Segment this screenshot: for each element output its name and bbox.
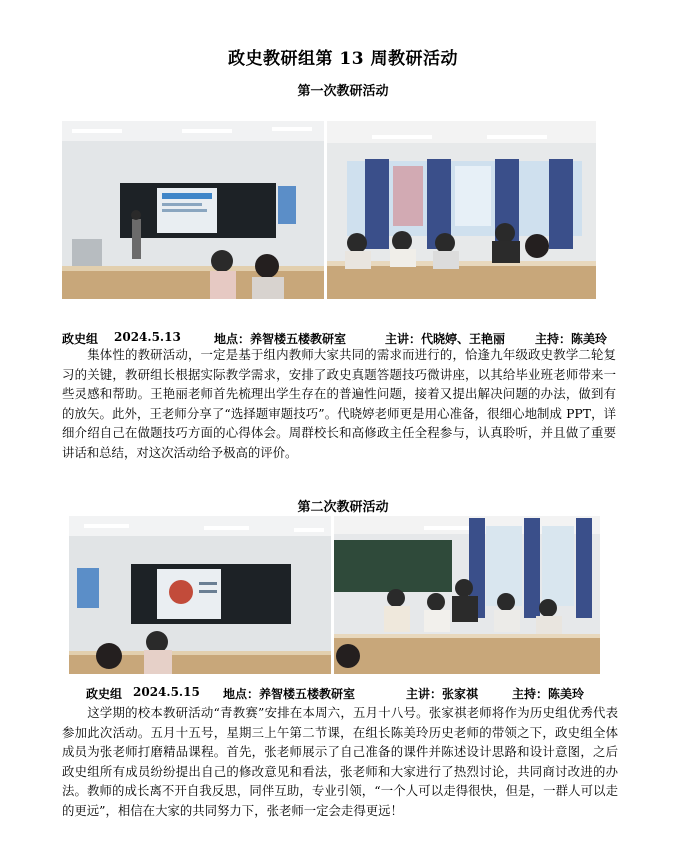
section-1-photo-left: [62, 121, 324, 299]
section-1-date: 2024.5.13: [114, 330, 181, 344]
section-1-group: 政史组: [62, 332, 99, 346]
section-1-location: 地点：养智楼五楼教研室: [214, 332, 347, 346]
page-title: 政史教研组第 13 周教研活动: [228, 49, 458, 69]
section-1-speaker: 主讲：代晓婷、王艳丽: [385, 332, 506, 346]
section-1-paragraph-text: 集体性的教研活动，一定是基于组内教师大家共同的需求而进行的，恰逢九年级政史教学二轮复习的关键，教研组长根据实际教学需求，安排了政史真题答题技巧微讲座，以其给毕业班老师带来一些灵感和帮助。王艳丽老师首先梳理出学生存在的普遍性问题，接着又提出解决问题的办法，做到有的放矢。此外，王老师分享了“选择题审题技巧”。代晓婷老师更是用心准备，很细心地制成 PPT，详细介绍自己在做题技巧方面的心得体会。周群校长和高修政主任全程参与，认真聆听，并且做了重要讲话和总结，对这次活动给予极高的评价。: [62, 347, 616, 460]
section-2-heading: 第二次教研活动: [297, 500, 389, 515]
section-1-host: 主持：陈美玲: [535, 332, 608, 346]
section-1-photo-right: [327, 121, 596, 299]
section-2-host: 主持：陈美玲: [512, 687, 585, 701]
section-2-location: 地点：养智楼五楼教研室: [223, 687, 356, 701]
section-2-paragraph: [62, 703, 618, 821]
section-2-photo-left: [69, 516, 331, 674]
section-2-photo-right: [334, 516, 600, 674]
section-2-date: 2024.5.15: [133, 685, 200, 699]
section-2-group: 政史组: [86, 687, 123, 701]
section-2-meta: [86, 685, 584, 702]
section-1-heading: 第一次教研活动: [297, 84, 389, 99]
section-1-paragraph: [62, 345, 616, 463]
section-2-paragraph-text: 这学期的校本教研活动“青教赛”安排在本周六，五月十八号。张家祺老师将作为历史组优秀代表参加此次活动。五月十五号，星期三上午第二节课，在组长陈美玲历史老师的带领之下，政史组全体成员为张老师打磨精品课程。首先，张老师展示了自己准备的课件并陈述设计思路和设计意图，之后政史组所有成员纷纷提出自己的修改意见和看法，张老师和大家进行了热烈讨论，共同商讨改进的办法。教师的成长离不开自我反思，同伴互助，专业引领，“一个人可以走得很快，但是，一群人可以走的更远”，相信在大家的共同努力下，张老师一定会走得更远！: [62, 705, 618, 818]
section-2-speaker: 主讲：张家祺: [406, 687, 479, 701]
